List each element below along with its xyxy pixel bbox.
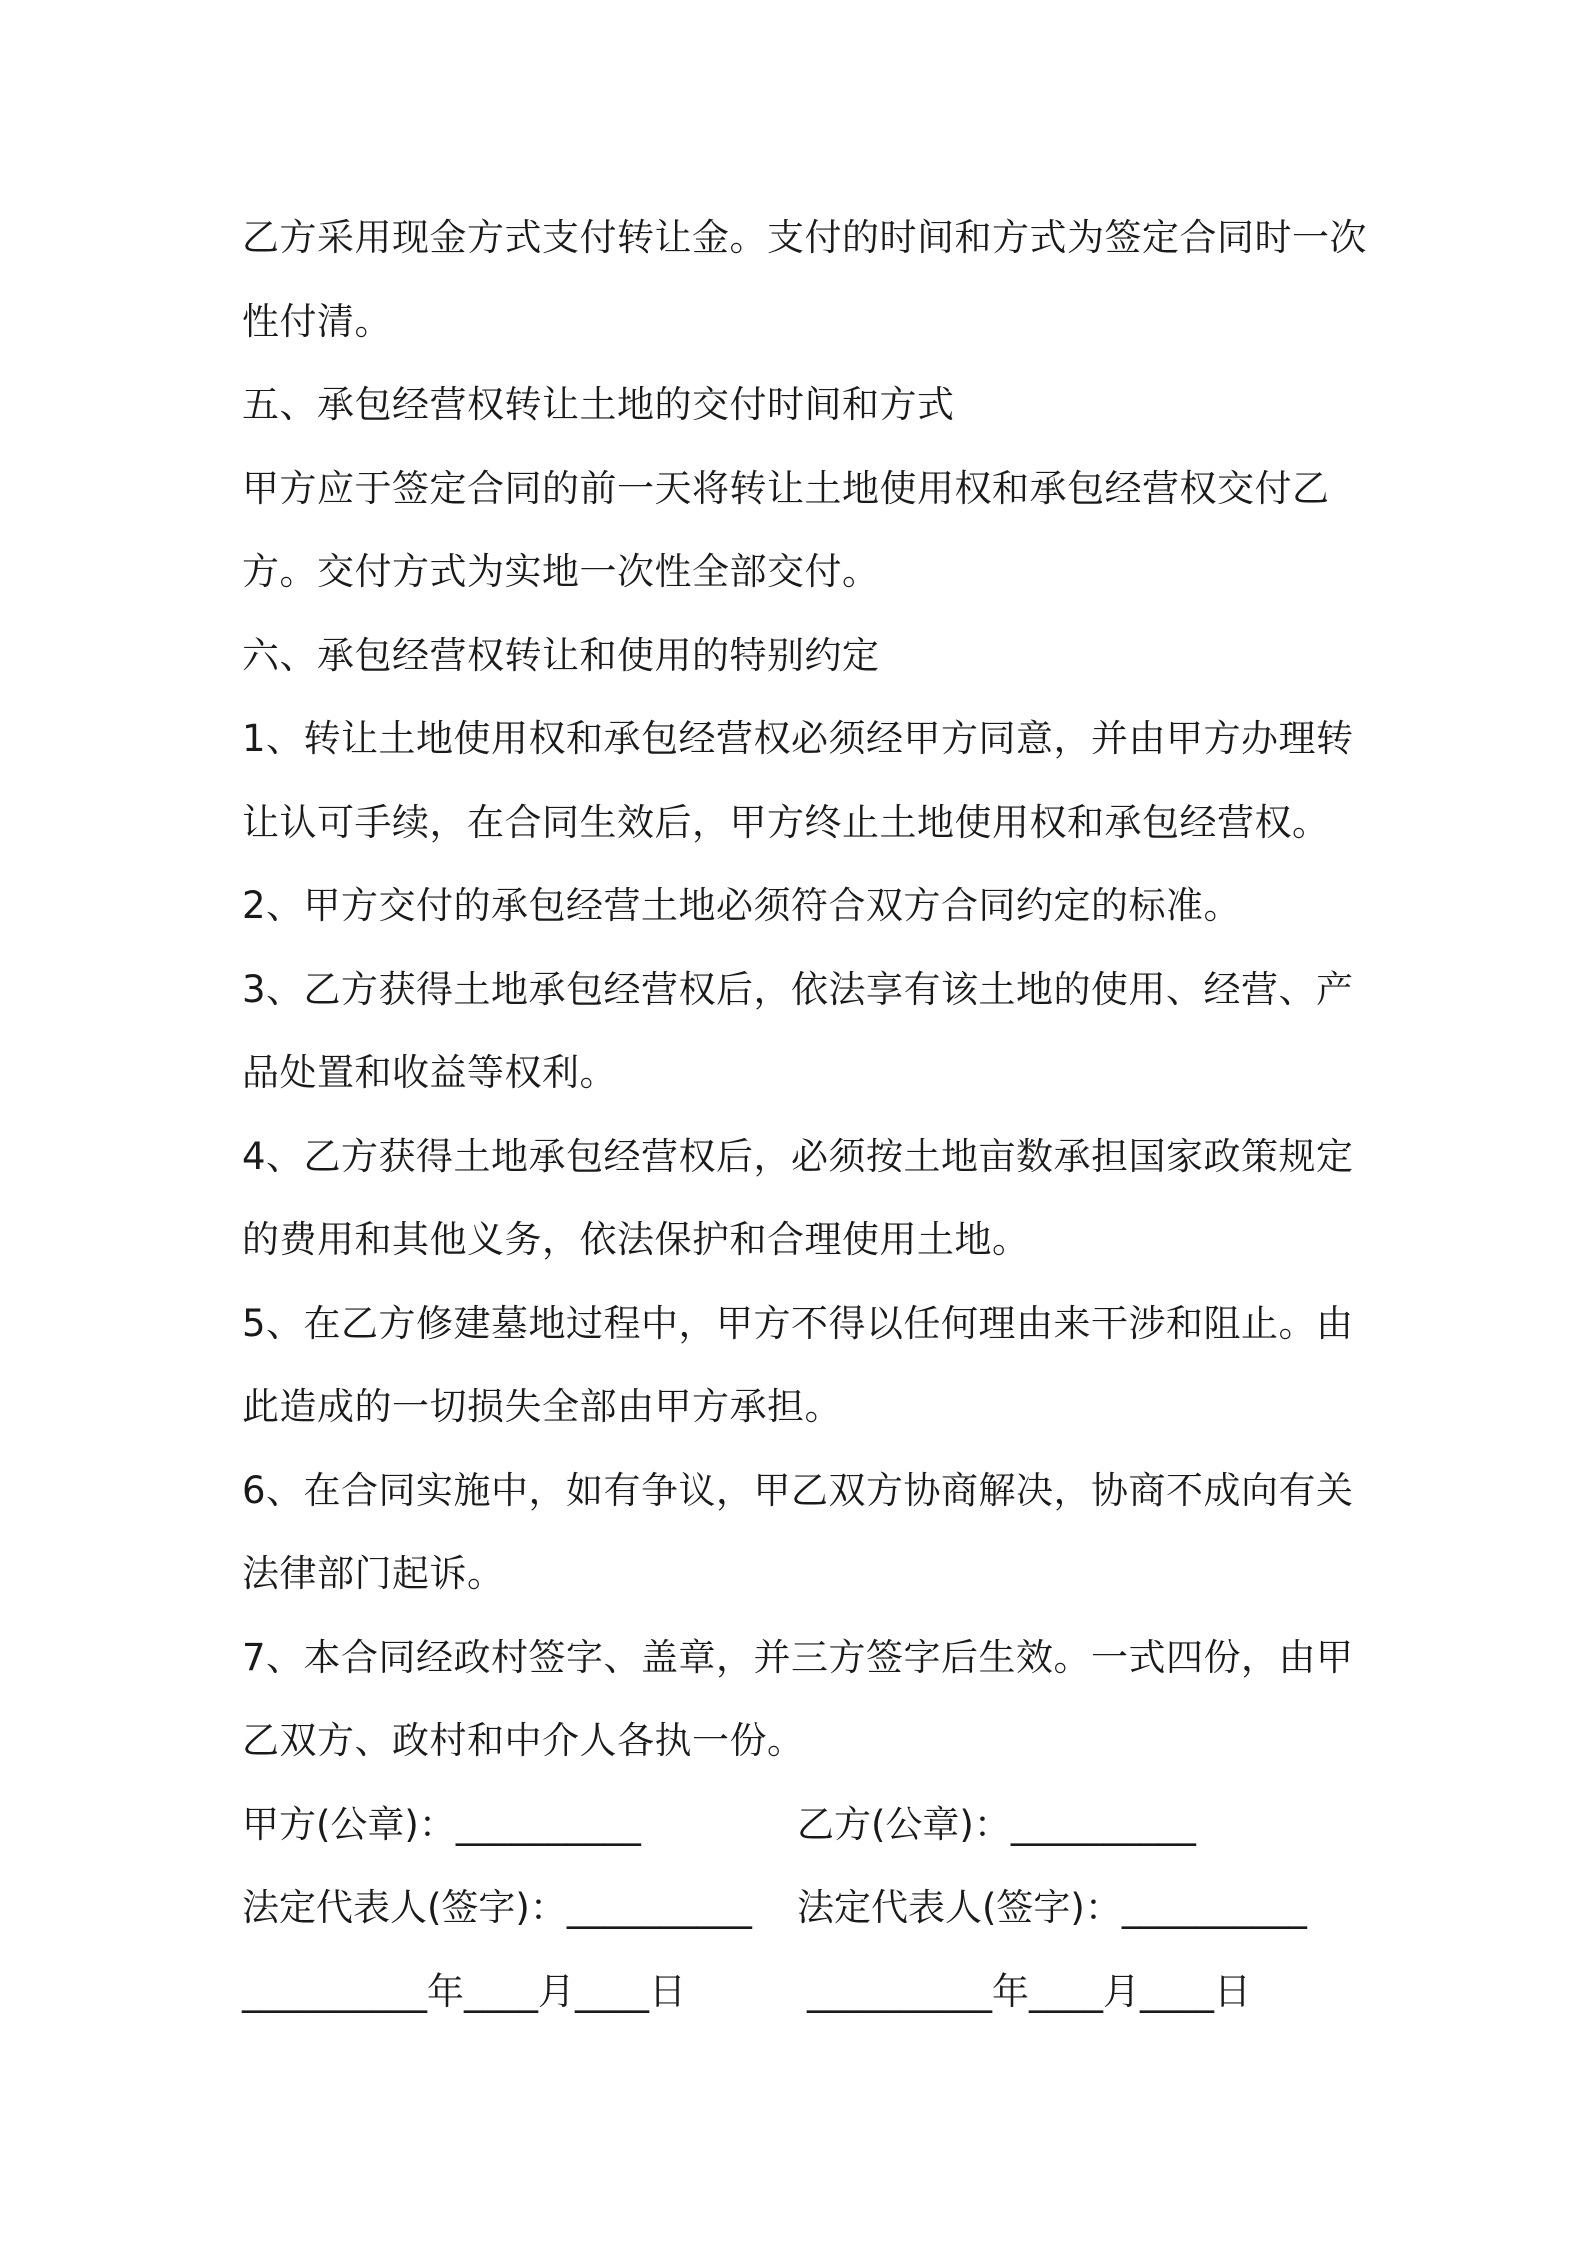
section-heading: 五、承包经营权转让土地的交付时间和方式: [242, 383, 955, 426]
paragraph-line: 甲方应于签定合同的前一天将转让土地使用权和承包经营权交付乙: [242, 466, 1330, 510]
signature-row-date: [242, 1950, 1362, 2034]
clause-line: 7、本合同经政村签字、盖章，并三方签字后生效。一式四份，由甲: [242, 1635, 1354, 1679]
signature-row-seal: [242, 1783, 1362, 1867]
clause-line: 法律部门起诉。: [242, 1552, 505, 1595]
party-b-representative-field: 法定代表人(签字)：__________: [797, 1886, 1307, 1929]
signature-row-representative: [242, 1866, 1362, 1950]
clause-line: 1、转让土地使用权和承包经营权必须经甲方同意，并由甲方办理转: [242, 717, 1354, 760]
clause-line: 此造成的一切损失全部由甲方承担。: [242, 1385, 842, 1428]
party-a-date-field: __________年____月____日: [242, 1969, 686, 2013]
paragraph-line: 性付清。: [242, 299, 392, 343]
section-heading: 六、承包经营权转让和使用的特别约定: [242, 633, 880, 677]
clause-line: 4、乙方获得土地承包经营权后，必须按土地亩数承担国家政策规定: [242, 1134, 1354, 1178]
party-a-representative-field: 法定代表人(签字)：__________: [242, 1886, 752, 1929]
clause-line: 乙双方、政村和中介人各执一份。: [242, 1719, 805, 1762]
clause-line: 5、在乙方修建墓地过程中，甲方不得以任何理由来干涉和阻止。由: [242, 1301, 1354, 1345]
clause-line: 品处置和收益等权利。: [242, 1051, 617, 1094]
party-a-seal-field: 甲方(公章)：__________: [242, 1802, 641, 1846]
clause-line: 让认可手续，在合同生效后，甲方终止土地使用权和承包经营权。: [242, 800, 1330, 844]
clause-line: 的费用和其他义务，依法保护和合理使用土地。: [242, 1218, 1030, 1261]
paragraph-line: 方。交付方式为实地一次性全部交付。: [242, 550, 880, 593]
clause-line: 6、在合同实施中，如有争议，甲乙双方协商解决，协商不成向有关: [242, 1468, 1354, 1512]
clause-line: 2、甲方交付的承包经营土地必须符合双方合同约定的标准。: [242, 884, 1242, 927]
paragraph-line: 乙方采用现金方式支付转让金。支付的时间和方式为签定合同时一次: [242, 216, 1367, 259]
document-body: [242, 196, 1367, 2033]
clause-line: 3、乙方获得土地承包经营权后，依法享有该土地的使用、经营、产: [242, 967, 1354, 1011]
party-b-date-field: __________年____月____日: [807, 1969, 1251, 2013]
party-b-seal-field: 乙方(公章)：__________: [797, 1802, 1196, 1846]
